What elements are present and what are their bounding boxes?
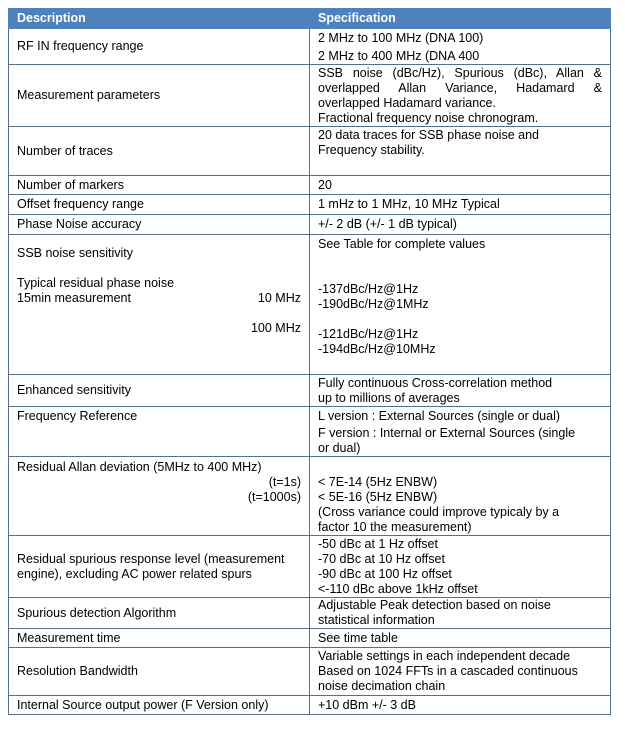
- row-specification: [310, 598, 611, 629]
- row-description: Internal Source output power (F Version only): [9, 696, 310, 715]
- spec-line: See Table for complete values: [318, 237, 486, 251]
- spec-line: Frequency stability.: [318, 143, 425, 157]
- table-row: [9, 195, 611, 215]
- row-description: Offset frequency range: [9, 195, 310, 215]
- spec-line: statistical information: [318, 613, 435, 627]
- row-description: Number of traces: [9, 127, 310, 176]
- spec-line: factor 10 the measurement): [318, 520, 472, 534]
- spec-line: -70 dBc at 10 Hz offset: [318, 552, 445, 566]
- table-row: [9, 65, 611, 127]
- table-row: [9, 648, 611, 696]
- table-row: [9, 407, 611, 457]
- table-row: [9, 235, 611, 375]
- allan-title: Residual Allan deviation (5MHz to 400 MHz): [17, 460, 262, 474]
- row-specification: [310, 457, 611, 536]
- ssb-freq-10mhz: 10 MHz: [257, 291, 301, 305]
- ssb-subtitle: Typical residual phase noise: [17, 276, 175, 290]
- table-row: [9, 29, 611, 65]
- table-row: [9, 176, 611, 195]
- spec-line: 2 MHz to 400 MHz (DNA 400: [318, 49, 480, 63]
- spec-line: -121dBc/Hz@1Hz: [318, 327, 419, 341]
- spec-paragraph: SSB noise (dBc/Hz), Spurious (dBc), Allan & overlapped Allan Variance, Hadamard & overlapped Hadamard variance.: [318, 66, 602, 110]
- ssb-title: SSB noise sensitivity: [17, 246, 134, 260]
- table-row: [9, 127, 611, 176]
- row-description: [9, 536, 310, 598]
- table-row: [9, 598, 611, 629]
- spec-line: Fully continuous Cross-correlation method: [318, 376, 553, 390]
- table-row: [9, 696, 611, 715]
- table-header-row: [9, 9, 611, 29]
- spec-line: -50 dBc at 1 Hz offset: [318, 537, 438, 551]
- spec-line: F version : Internal or External Sources (single: [318, 426, 576, 440]
- table-row: [9, 457, 611, 536]
- row-specification: [310, 648, 611, 696]
- spec-line: noise decimation chain: [318, 679, 446, 693]
- table-row: [9, 215, 611, 235]
- row-specification: [310, 235, 611, 375]
- ssb-freq-100mhz: 100 MHz: [250, 321, 301, 335]
- allan-tau-1000s: (t=1000s): [247, 490, 301, 504]
- row-description: Frequency Reference: [9, 407, 310, 457]
- spec-line: 2 MHz to 100 MHz (DNA 100): [318, 31, 484, 45]
- spec-line: Fractional frequency noise chronogram.: [318, 111, 539, 125]
- row-specification: +/- 2 dB (+/- 1 dB typical): [310, 215, 611, 235]
- row-specification: [310, 407, 611, 457]
- row-description: Phase Noise accuracy: [9, 215, 310, 235]
- spec-line: < 5E-16 (5Hz ENBW): [318, 490, 438, 504]
- spec-line: or dual): [318, 441, 361, 455]
- header-description: Description: [9, 9, 310, 29]
- spec-line: 20 data traces for SSB phase noise and: [318, 128, 539, 142]
- row-specification: [310, 536, 611, 598]
- row-specification: [310, 29, 611, 65]
- spec-line: up to millions of averages: [318, 391, 460, 405]
- desc-line: Residual spurious response level (measurement: [17, 551, 285, 566]
- spec-line: Variable settings in each independent decade: [318, 649, 571, 663]
- table-row: [9, 536, 611, 598]
- specification-table: [8, 8, 611, 715]
- row-description: Number of markers: [9, 176, 310, 195]
- spec-line: <-110 dBc above 1kHz offset: [318, 582, 478, 596]
- row-description: RF IN frequency range: [9, 29, 310, 65]
- table-row: [9, 629, 611, 648]
- row-specification: 1 mHz to 1 MHz, 10 MHz Typical: [310, 195, 611, 215]
- row-description: Spurious detection Algorithm: [9, 598, 310, 629]
- spec-line: -90 dBc at 100 Hz offset: [318, 567, 452, 581]
- table-row: [9, 375, 611, 407]
- row-description: Measurement time: [9, 629, 310, 648]
- spec-line: Adjustable Peak detection based on noise: [318, 598, 551, 612]
- row-specification: [310, 375, 611, 407]
- row-specification: See time table: [310, 629, 611, 648]
- row-specification: 20: [310, 176, 611, 195]
- ssb-10mhz-label: [17, 291, 301, 306]
- spec-line: Based on 1024 FFTs in a cascaded continuous: [318, 664, 578, 678]
- row-description: [9, 235, 310, 375]
- row-specification: [310, 65, 611, 127]
- row-description: Measurement parameters: [9, 65, 310, 127]
- allan-tau-1s: (t=1s): [268, 475, 301, 489]
- row-specification: [310, 127, 611, 176]
- row-description: [9, 457, 310, 536]
- row-description: Resolution Bandwidth: [9, 648, 310, 696]
- row-specification: +10 dBm +/- 3 dB: [310, 696, 611, 715]
- row-description: Enhanced sensitivity: [9, 375, 310, 407]
- desc-line: engine), excluding AC power related spurs: [17, 566, 252, 581]
- header-specification: Specification: [310, 9, 611, 29]
- spec-line: L version : External Sources (single or dual): [318, 409, 561, 423]
- spec-line: -137dBc/Hz@1Hz: [318, 282, 419, 296]
- spec-line: -190dBc/Hz@1MHz: [318, 297, 429, 311]
- spec-line: -194dBc/Hz@10MHz: [318, 342, 436, 356]
- spec-line: (Cross variance could improve typicaly by a: [318, 505, 560, 519]
- ssb-duration: 15min measurement: [17, 291, 131, 305]
- spec-line: < 7E-14 (5Hz ENBW): [318, 475, 438, 489]
